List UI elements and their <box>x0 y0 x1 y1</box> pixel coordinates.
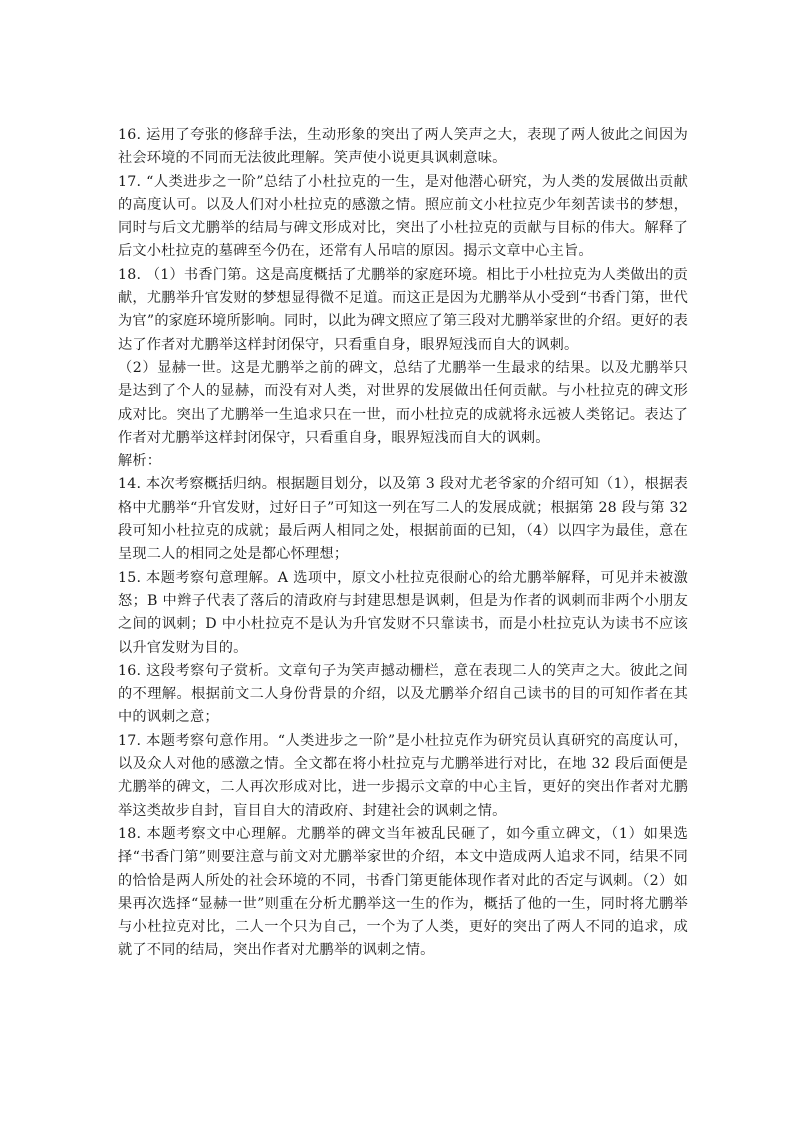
document-body <box>118 124 688 963</box>
analysis-heading: 解析： <box>118 453 162 470</box>
analysis-17: 17. 本题考察句意作用。“人类进步之一阶”是小杜拉克作为研究员认真研究的高度认可，以及众人对他的感激之情。全文都在将小杜拉克与尤鹏举进行对比，在地 32 段后面便是尤鹏举的碑文，二人再次形成对比，进一步揭示文章的中心主旨，更好的突出作者对尤鹏举这类故步自封，盲目自大的清政府、封建社会的讽刺之情。 <box>118 732 688 819</box>
answer-17: 17. “人类进步之一阶”总结了小杜拉克的一生，是对他潜心研究，为人类的发展做出贡献的高度认可。以及人们对小杜拉克的感激之情。照应前文小杜拉克少年刻苦读书的梦想，同时与后文尤鹏举的结局与碑文形成对比，突出了小杜拉克的贡献与目标的伟大。解释了后文小杜拉克的墓碑至今仍在，还常有人吊唁的原因。揭示文章中心主旨。 <box>118 173 688 260</box>
answer-18-part-1: 18. （1）书香门第。这是高度概括了尤鹏举的家庭环境。相比于小杜拉克为人类做出的贡献，尤鹏举升官发财的梦想显得微不足道。而这正是因为尤鹏举从小受到“书香门第，世代为官”的家庭环境所影响。同时，以此为碑文照应了第三段对尤鹏举家世的介绍。更好的表达了作者对尤鹏举这样封闭保守，只看重自身，眼界短浅而自大的讽刺。 <box>118 266 688 353</box>
answer-18-part-2: （2）显赫一世。这是尤鹏举之前的碑文，总结了尤鹏举一生最求的结果。以及尤鹏举只是达到了个人的显赫，而没有对人类，对世界的发展做出任何贡献。与小杜拉克的碑文形成对比。突出了尤鹏举一生追求只在一世，而小杜拉克的成就将永远被人类铭记。表达了作者对尤鹏举这样封闭保守，只看重自身，眼界短浅而自大的讽刺。 <box>118 359 688 446</box>
analysis-14: 14. 本次考察概括归纳。根据题目划分，以及第 3 段对尤老爷家的介绍可知（1），根据表格中尤鹏举“升官发财，过好日子”可知这一列在写二人的发展成就；根据第 28 段与第 32 段可知小杜拉克的成就；最后两人相同之处，根据前面的已知，（4）以四字为最佳，意在呈现二人的相同之处是都心怀理想； <box>118 476 688 563</box>
analysis-16: 16. 这段考察句子赏析。文章句子为笑声撼动栅栏，意在表现二人的笑声之大。彼此之间的不理解。根据前文二人身份背景的介绍，以及尤鹏举介绍自己读书的目的可知作者在其中的讽刺之意； <box>118 662 688 726</box>
answer-16: 16. 运用了夸张的修辞手法，生动形象的突出了两人笑声之大，表现了两人彼此之间因为社会环境的不同而无法彼此理解。笑声使小说更具讽刺意味。 <box>118 127 688 167</box>
analysis-15: 15. 本题考察句意理解。A 选项中，原文小杜拉克很耐心的给尤鹏举解释，可见并未被激怒；B 中辫子代表了落后的清政府与封建思想是讽刺，但是为作者的讽刺而非两个小朋友之间的讽刺；D 中小杜拉克不是认为升官发财不只靠读书，而是小杜拉克认为读书不应该以升官发财为目的。 <box>118 569 688 656</box>
analysis-18: 18. 本题考察文中心理解。尤鹏举的碑文当年被乱民砸了，如今重立碑文，（1）如果选择“书香门第”则要注意与前文对尤鹏举家世的介绍，本文中造成两人追求不同，结果不同的恰恰是两人所处的社会环境的不同，书香门第更能体现作者对此的否定与讽刺。（2）如果再次选择“显赫一世”则重在分析尤鹏举这一生的作为，概括了他的一生，同时将尤鹏举与小杜拉克对比，二人一个只为自己，一个为了人类，更好的突出了两人不同的追求，成就了不同的结局，突出作者对尤鹏举的讽刺之情。 <box>118 825 688 959</box>
